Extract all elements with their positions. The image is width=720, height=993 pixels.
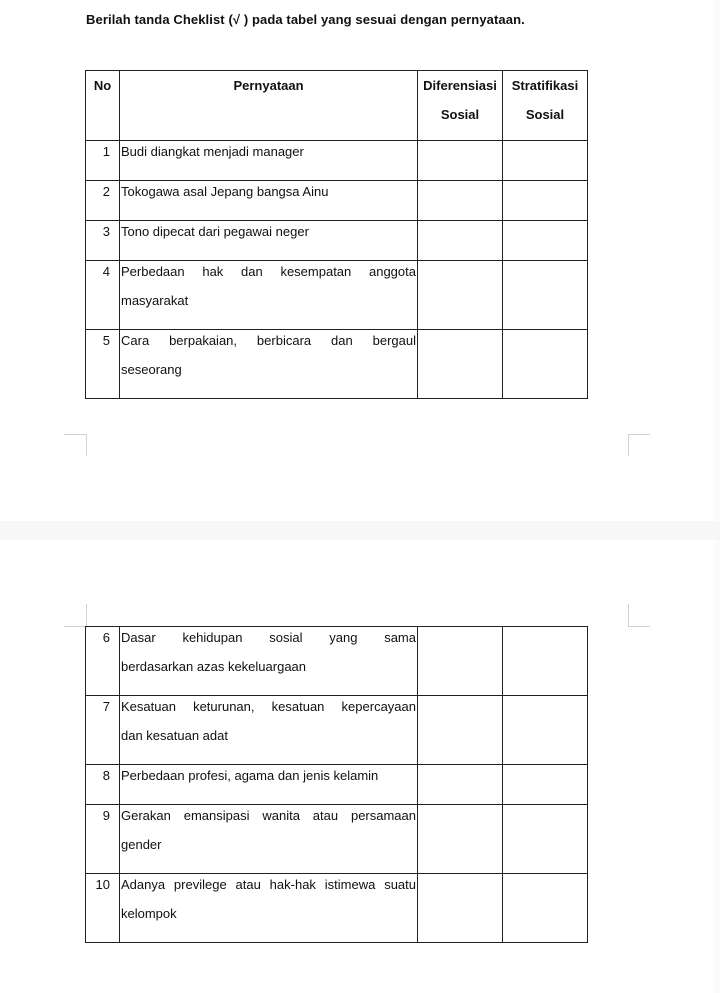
- checklist-table-page-2: [85, 626, 588, 943]
- row-number: 6: [86, 627, 120, 696]
- row-number: 3: [86, 221, 120, 261]
- header-stratifikasi: Stratifikasi Sosial: [503, 71, 588, 141]
- diferensiasi-check-cell[interactable]: [418, 141, 503, 181]
- row-number: 2: [86, 181, 120, 221]
- table-row: [86, 141, 588, 181]
- stratifikasi-check-cell[interactable]: [503, 696, 588, 765]
- stratifikasi-check-cell[interactable]: [503, 805, 588, 874]
- table-header-row: [86, 71, 588, 141]
- statement-cell: Cara berpakaian, berbicara dan bergaul seseorang: [120, 330, 418, 399]
- checklist-table-page-1: [85, 70, 588, 399]
- diferensiasi-check-cell[interactable]: [418, 221, 503, 261]
- table-row: [86, 330, 588, 399]
- stratifikasi-check-cell[interactable]: [503, 181, 588, 221]
- stratifikasi-check-cell[interactable]: [503, 261, 588, 330]
- statement-cell: Budi diangkat menjadi manager: [120, 141, 418, 181]
- diferensiasi-check-cell[interactable]: [418, 627, 503, 696]
- diferensiasi-check-cell[interactable]: [418, 805, 503, 874]
- row-number: 4: [86, 261, 120, 330]
- stratifikasi-check-cell[interactable]: [503, 330, 588, 399]
- table-row: [86, 221, 588, 261]
- table-row: [86, 627, 588, 696]
- statement-cell: Perbedaan profesi, agama dan jenis kelamin: [120, 765, 418, 805]
- statement-cell: Tokogawa asal Jepang bangsa Ainu: [120, 181, 418, 221]
- instruction-text: Berilah tanda Cheklist (√ ) pada tabel yang sesuai dengan pernyataan.: [86, 12, 525, 27]
- diferensiasi-check-cell[interactable]: [418, 330, 503, 399]
- header-no: No: [86, 71, 120, 141]
- row-number: 1: [86, 141, 120, 181]
- stratifikasi-check-cell[interactable]: [503, 765, 588, 805]
- row-number: 10: [86, 874, 120, 943]
- stratifikasi-check-cell[interactable]: [503, 141, 588, 181]
- page-edge: [714, 0, 720, 993]
- diferensiasi-check-cell[interactable]: [418, 181, 503, 221]
- stratifikasi-check-cell[interactable]: [503, 627, 588, 696]
- table-row: [86, 874, 588, 943]
- table-row: [86, 261, 588, 330]
- statement-cell: Perbedaan hak dan kesempatan anggota masyarakat: [120, 261, 418, 330]
- table-row: [86, 696, 588, 765]
- header-diferensiasi: Diferensiasi Sosial: [418, 71, 503, 141]
- diferensiasi-check-cell[interactable]: [418, 874, 503, 943]
- stratifikasi-check-cell[interactable]: [503, 221, 588, 261]
- table-row: [86, 805, 588, 874]
- row-number: 5: [86, 330, 120, 399]
- statement-cell: Kesatuan keturunan, kesatuan kepercayaan dan kesatuan adat: [120, 696, 418, 765]
- table-row: [86, 765, 588, 805]
- row-number: 8: [86, 765, 120, 805]
- header-statement: Pernyataan: [120, 71, 418, 141]
- diferensiasi-check-cell[interactable]: [418, 696, 503, 765]
- diferensiasi-check-cell[interactable]: [418, 261, 503, 330]
- page-break: [0, 521, 720, 540]
- statement-cell: Adanya previlege atau hak-hak istimewa suatu kelompok: [120, 874, 418, 943]
- table-row: [86, 181, 588, 221]
- stratifikasi-check-cell[interactable]: [503, 874, 588, 943]
- statement-cell: Dasar kehidupan sosial yang sama berdasarkan azas kekeluargaan: [120, 627, 418, 696]
- diferensiasi-check-cell[interactable]: [418, 765, 503, 805]
- row-number: 9: [86, 805, 120, 874]
- row-number: 7: [86, 696, 120, 765]
- statement-cell: Tono dipecat dari pegawai neger: [120, 221, 418, 261]
- statement-cell: Gerakan emansipasi wanita atau persamaan gender: [120, 805, 418, 874]
